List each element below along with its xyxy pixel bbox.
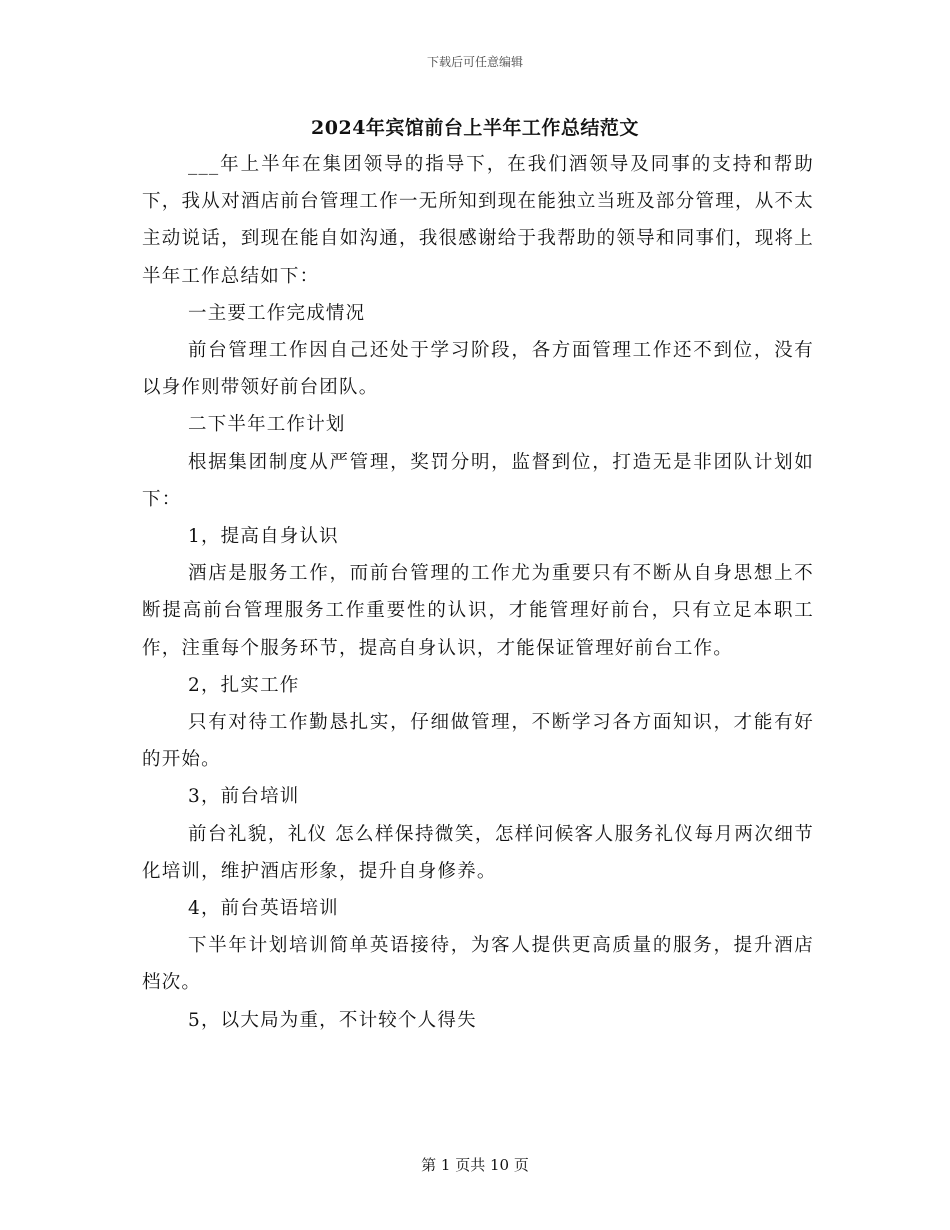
plan-item-heading-4: 4，前台英语培训: [188, 898, 339, 920]
plan-item-heading-2: 2，扎实工作: [188, 674, 300, 696]
paragraph-achievements: 前台管理工作因自己还处于学习阶段，各方面管理工作还不到位，没有以身作则带领好前台团队。: [142, 340, 814, 399]
document-title: 2024年宾馆前台上半年工作总结范文: [311, 117, 639, 139]
section-heading-achievements: 一主要工作完成情况: [188, 302, 366, 324]
document-body: [142, 146, 814, 1039]
paragraph-plan-intro: 根据集团制度从严管理，奖罚分明，监督到位，打造无是非团队计划如下：: [142, 451, 814, 510]
section-heading-plan: 二下半年工作计划: [188, 414, 346, 436]
plan-item-body-2: 只有对待工作勤恳扎实，仔细做管理，不断学习各方面知识，才能有好的开始。: [142, 712, 814, 771]
page-number: 第 1 页共 10 页: [421, 1156, 529, 1174]
plan-item-heading-3: 3，前台培训: [188, 786, 300, 808]
plan-item-body-3: 前台礼貌，礼仪 怎么样保持微笑，怎样问候客人服务礼仪每月两次细节化培训，维护酒店形象，提升自身修养。: [142, 823, 814, 882]
page-header-note: 下载后可任意编辑: [426, 55, 523, 69]
paragraph-intro: ___年上半年在集团领导的指导下，在我们酒领导及同事的支持和帮助下，我从对酒店前台管理工作一无所知到现在能独立当班及部分管理，从不太主动说话，到现在能自如沟通，我很感谢给于我帮助的领导和同事们，现将上半年工作总结如下：: [142, 154, 814, 287]
plan-item-body-4: 下半年计划培训简单英语接待，为客人提供更高质量的服务，提升酒店档次。: [142, 935, 814, 994]
plan-item-body-1: 酒店是服务工作，而前台管理的工作尤为重要只有不断从自身思想上不断提高前台管理服务工作重要性的认识，才能管理好前台，只有立足本职工作，注重每个服务环节，提高自身认识，才能保证管理好前台工作。: [142, 563, 814, 659]
plan-item-heading-5: 5，以大局为重，不计较个人得失: [188, 1009, 477, 1031]
plan-item-heading-1: 1，提高自身认识: [188, 526, 339, 548]
